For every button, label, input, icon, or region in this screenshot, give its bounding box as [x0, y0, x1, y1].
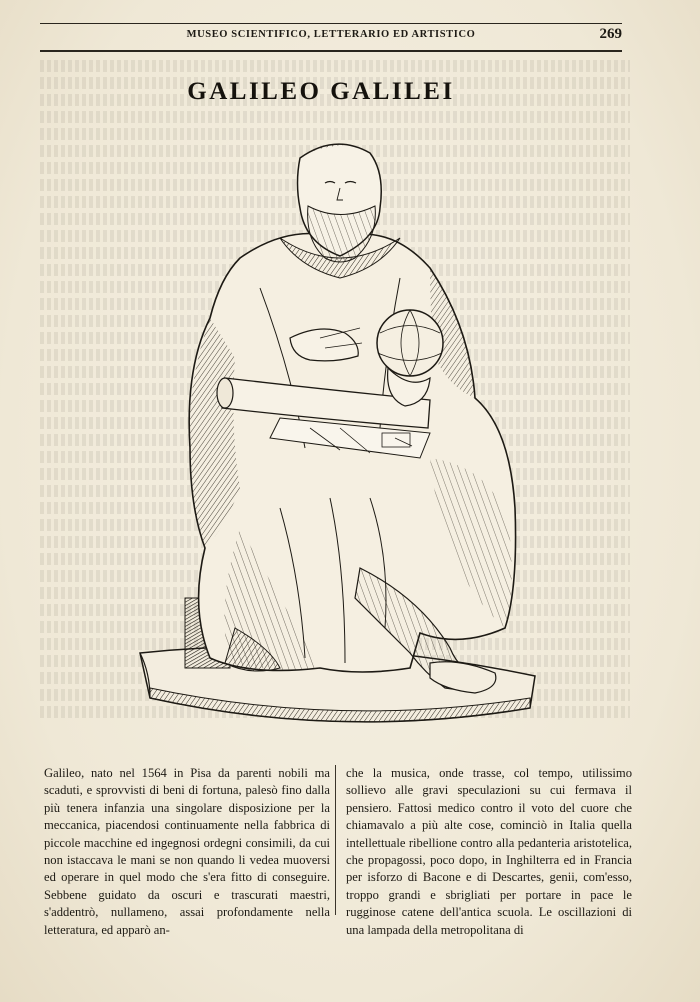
statue-engraving: [130, 128, 550, 740]
running-title: MUSEO SCIENTIFICO, LETTERARIO ED ARTISTICO: [186, 29, 476, 40]
header-rule-top: [40, 23, 622, 24]
running-header: [40, 25, 622, 47]
column-divider: [335, 765, 336, 915]
robed-figure: [189, 234, 515, 673]
article-title: GALILEO GALILEI: [187, 78, 455, 105]
body-column-right: che la musica, onde trasse, col tempo, utilissimo sollievo alle gravi speculazioni su cui fermava il pensiero. Fattosi medico contro il voto del cuore che chiamavalo a più alte cose, cominciò in Italia quella intellettuale ribellione contro alla pedanteria aristotelica, che propagossi, poco dopo, in Inghilterra ed in Francia per isforzo di Bacone e di Descartes, genii, com'esso, troppo grandi e sbrigliati per portare in pace le rugginose catene dell'antica scuola. Le oscillazioni di una lampada della metropolitana di: [346, 766, 632, 937]
page-number: 269: [599, 26, 622, 42]
statue-engraving-svg: [130, 128, 550, 740]
header-rule-bottom: [40, 50, 622, 52]
body-column-left: Galileo, nato nel 1564 in Pisa da parenti nobili ma scaduti, e sprovvisti di beni di fortuna, palesò fino dalla più tenera infanzia una singolare disposizione per la meccanica, piacendosi continuamente nella fabbrica di piccole macchine ed ingegnosi ordegni consimili, da cui non istaccava le mani se non quando li vedea muoversi ed operare in quel modo che s'era fitto di conseguire. Sebbene guidato da oscuri e trascurati maestri, s'addentrò, nullameno, assai profondamente nella letteratura, ed apparò an-: [44, 766, 330, 937]
